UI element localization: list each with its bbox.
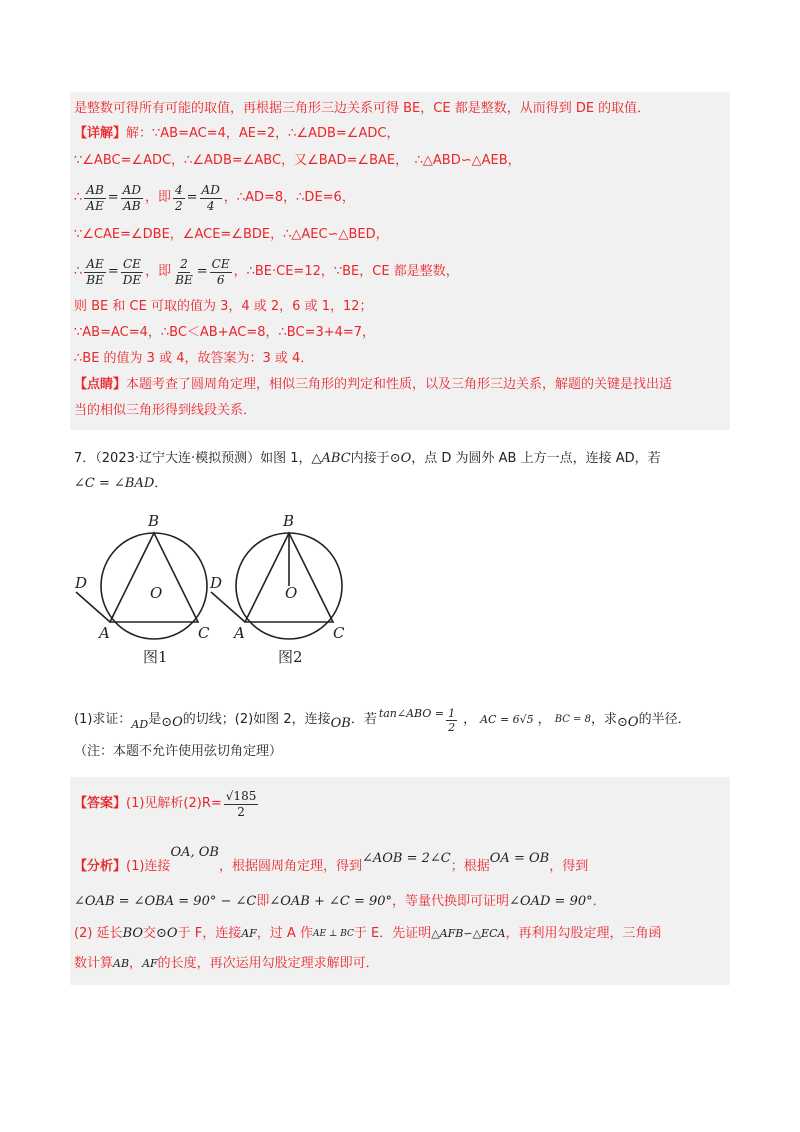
analysis-p3c: 于 F，连接 (177, 926, 242, 941)
fig2-label-o: O (285, 584, 298, 602)
detail-first: 解：∵AB=AC=4，AE=2，∴∠ADB=∠ADC， (126, 126, 400, 141)
solution-intro: 是整数可得所有可能的取值，再根据三角形三边关系可得 BE，CE 都是整数，从而得到 DE 的取值． (74, 101, 651, 116)
question-if: ．若 (350, 712, 377, 727)
figures (70, 500, 730, 675)
analysis-p2a: 即 (256, 894, 270, 909)
detail-line-4: ∵∠CAE=∠DBE，∠ACE=∠BDE，∴△AEC∽△BED， (74, 227, 389, 242)
analysis-p3f: ，再利用勾股定理，三角函 (505, 926, 662, 941)
fraction-ab-ae: $\frac{AB}{AE}$ (86, 182, 104, 213)
fig1-label-o: O (150, 584, 163, 602)
fig2-label-d: D (210, 574, 223, 592)
eq-oab-c: ∠OAB + ∠C = 90° (269, 894, 393, 909)
question-find: ，求 (590, 712, 617, 727)
fig1-label-c: C (198, 624, 210, 642)
fig2-label-a: A (234, 624, 245, 642)
fig1-caption: 图1 (143, 648, 168, 666)
perp-ae-bc: AE ⊥ BC (312, 929, 354, 939)
eq-oab-oba: ∠OAB = ∠OBA = 90° − ∠C (74, 894, 257, 909)
problem-line-1 (70, 446, 730, 472)
comment-tag: 【点睛】 (74, 377, 127, 392)
analysis-line-3 (70, 919, 730, 949)
fraction-ce-de: $\frac{CE}{DE}$ (122, 256, 142, 287)
line3-end: ，∴AD=8，∴DE=6， (223, 190, 355, 205)
fig2-caption: 图2 (278, 648, 303, 666)
answer-tag: 【答案】 (74, 796, 127, 811)
circle-o-3: ⊙O (617, 715, 639, 730)
analysis-p3d: ，过 A 作 (256, 926, 313, 941)
detail-tag: 【详解】 (74, 126, 127, 141)
condition-angle: ∠C = ∠BAD (74, 476, 155, 491)
tan-expression: tan∠ABO = (378, 707, 445, 720)
fig1-triangle (110, 533, 198, 622)
analysis-p4c: 的长度，再次运用勾股定理求解即可． (157, 956, 379, 971)
problem-7 (70, 446, 730, 767)
problem-text-b: 内接于 (350, 451, 390, 466)
fig1-label-d: D (75, 574, 88, 592)
detail-line-5 (70, 250, 730, 294)
detail-line-6: 则 BE 和 CE 可取的值为 3，4 或 2，6 或 1，12； (74, 299, 373, 314)
analysis-tag: 【分析】 (74, 859, 127, 874)
analysis-p3a: (2) 延长 (74, 926, 123, 941)
question-part1: (1)求证： (74, 712, 132, 727)
analysis-p1b: ，根据圆周角定理，得到 (218, 859, 362, 874)
analysis-line-2 (70, 885, 730, 919)
equals-sign-2: = (186, 190, 198, 205)
question-is: 是 (148, 712, 162, 727)
similar-triangles: △AFB∽△ECA (431, 927, 506, 940)
segment-ad: AD (131, 718, 149, 731)
circle-o: ⊙O (389, 451, 412, 466)
eq-oa-ob: OA = OB (489, 851, 550, 866)
analysis-p1c: ；根据 (450, 859, 490, 874)
page (70, 92, 730, 985)
line5-end: ，∴BE·CE=12，∵BE，CE 都是整数， (233, 264, 459, 279)
fraction-ae-be: $\frac{AE}{BE}$ (86, 256, 104, 287)
answer-block (70, 777, 730, 985)
fraction-4-2: $\frac{4}{2}$ (174, 182, 183, 213)
detail-line-3 (70, 176, 730, 220)
question-line: (1)求证： AD 是 ⊙O 的切线；(2)如图 2，连接 OB ．若 tan∠ABO = $\frac{1}{2}$ ， AC = 6√5 ， BC = 8 ，求 ⊙O 的半径． (70, 703, 730, 737)
fig2-label-c: C (333, 624, 345, 642)
problem-line-2 (70, 472, 730, 496)
eq-aob: ∠AOB = 2∠C (361, 851, 451, 866)
solution-block (70, 92, 730, 430)
analysis-p4b: ， (129, 956, 143, 971)
analysis-p2b: ，等量代换即可证明 (392, 894, 510, 909)
therefore-symbol-2: ∴ (74, 264, 83, 279)
segment-ob: OB (330, 716, 351, 731)
detail-line-2: ∵∠ABC=∠ADC，∴∠ADB=∠ABC，又∠BAD=∠BAE， ∴△ABD∽△AEB， (74, 153, 521, 168)
line3-mid: ，即 (144, 190, 171, 205)
analysis-line-4 (70, 949, 730, 979)
condition-end: ． (154, 476, 168, 491)
question-part2: 的切线；(2)如图 2，连接 (182, 712, 331, 727)
fraction-ce-6: $\frac{CE}{6}$ (211, 256, 230, 287)
analysis-line-1 (70, 843, 730, 877)
answer-line (70, 781, 730, 827)
problem-source: 7．（2023·辽宁大连·模拟预测）如图 1， (74, 451, 312, 466)
answer-text: (1)见解析(2)R= (126, 796, 222, 811)
fig1-label-b: B (148, 512, 160, 530)
fraction-2-be: $\frac{2}{BE}$ (175, 256, 193, 287)
equals-sign: = (107, 190, 119, 205)
therefore-symbol: ∴ (74, 190, 83, 205)
fig2-label-b: B (283, 512, 295, 530)
segments-oa-ob: OA, OB (170, 845, 219, 860)
ac-value: AC = 6√5 (480, 713, 534, 726)
fig1-label-a: A (99, 624, 110, 642)
problem-note: （注：本题不允许使用弦切角定理） (74, 744, 283, 759)
question-radius: 的半径． (638, 712, 691, 727)
detail-line-8: ∴BE 的值为 3 或 4，故答案为：3 或 4． (74, 351, 314, 366)
detail-line-7: ∵AB=AC=4，∴BC＜AB+AC=8，∴BC=3+4=7， (74, 325, 376, 340)
fraction-ad-ab: $\frac{AD}{AB}$ (122, 182, 141, 213)
analysis-p3e: 于 E．先证明 (353, 926, 432, 941)
eq-oad: ∠OAD = 90° (509, 894, 593, 909)
comment-line-1 (70, 372, 730, 398)
fraction-ad-4: $\frac{AD}{4}$ (201, 182, 220, 213)
equals-sign-4: = (196, 264, 208, 279)
circle-o-4: ⊙O (156, 926, 178, 941)
problem-text-c: ，点 D 为圆外 AB 上方一点，连接 AD，若 (411, 451, 661, 466)
line5-mid: ，即 (145, 264, 172, 279)
segment-af: AF (241, 927, 257, 940)
radius-fraction: $\frac{√185}{2}$ (225, 788, 257, 819)
comment-text-1: 本题考查了圆周角定理，相似三角形的判定和性质，以及三角形三边关系，解题的关键是找出适 (126, 377, 673, 392)
equals-sign-3: = (107, 264, 119, 279)
triangle-abc: △ABC (311, 451, 351, 466)
geometry-figures (70, 500, 360, 675)
analysis-p1a: (1)连接 (126, 859, 171, 874)
analysis-p2c: ． (592, 894, 606, 909)
detail-line (70, 122, 730, 146)
analysis-p4a: 数计算 (74, 956, 114, 971)
segment-bo: BO (122, 926, 144, 941)
bc-value: BC = 8 (554, 714, 591, 725)
circle-o-2: ⊙O (161, 715, 183, 730)
comment-line-2: 当的相似三角形得到线段关系． (74, 403, 257, 418)
analysis-p3b: 交 (143, 926, 157, 941)
segment-af-2: AF (142, 957, 158, 970)
analysis-p1d: ，得到 (549, 859, 589, 874)
segment-ab: AB (113, 957, 130, 970)
fraction-half: $\frac{1}{2}$ (448, 706, 456, 734)
